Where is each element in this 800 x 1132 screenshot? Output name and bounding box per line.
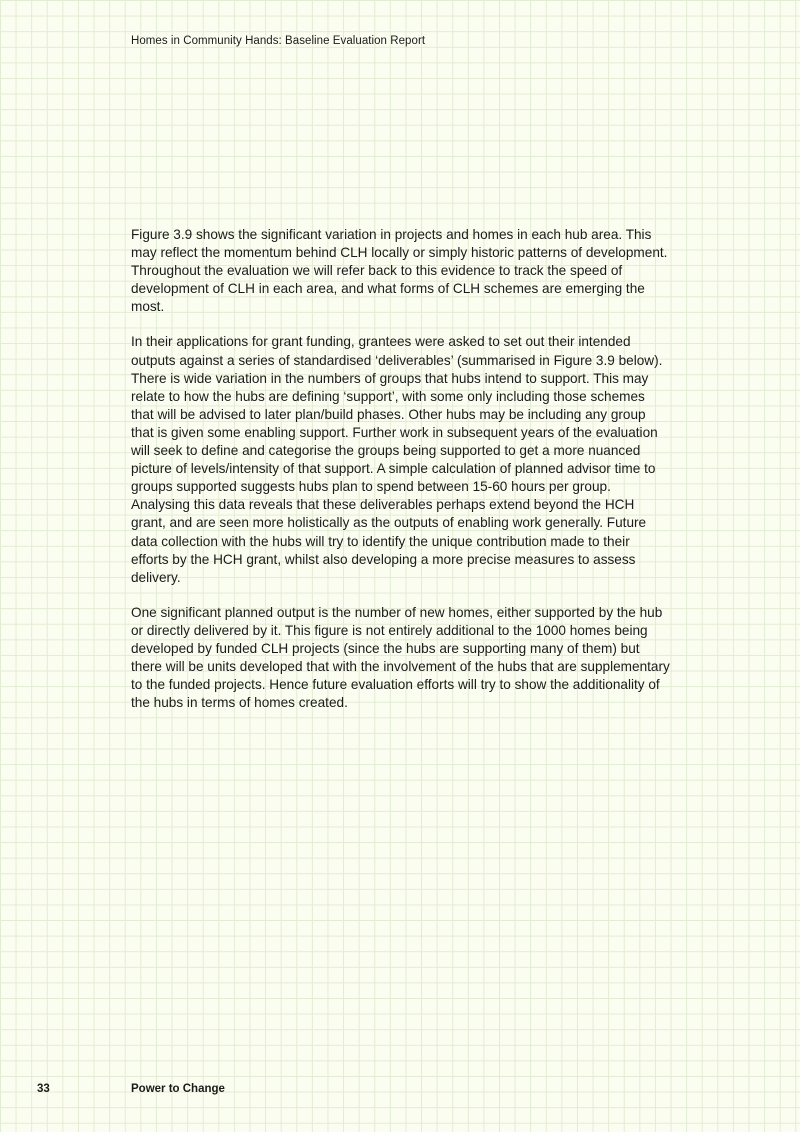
paragraph-grant-deliverables: In their applications for grant funding, grantees were asked to set out their intended outputs against a series of standardised ‘deliverables’ (summarised in Figure 3.9 below). There is wide variation in the numbers of groups that hubs intend to support. This may relate to how the hubs are defining ‘support’, with some only including those schemes that will be advised to later plan/build phases. Other hubs may be including any group that is given some enabling support. Further work in subsequent years of the evaluation will seek to define and categorise the groups being supported to get a more nuanced picture of levels/intensity of that support. A simple calculation of planned advisor time to groups supported suggests hubs plan to spend between 15-60 hours per group. Analysing this data reveals that these deliverables perhaps extend beyond the HCH grant, and are seen more holistically as the outputs of enabling work generally. Future data collection with the hubs will try to identify the unique contribution made to their efforts by the HCH grant, whilst also developing a more precise measures to assess delivery.	[131, 334, 663, 585]
running-header: Homes in Community Hands: Baseline Evaluation Report	[131, 35, 426, 47]
paragraph-new-homes-output: One significant planned output is the number of new homes, either supported by the hub or directly delivered by it. This figure is not entirely additional to the 1000 homes being developed by funded CLH projects (since the hubs are supporting many of them) but there will be units developed that with the involvement of the hubs that are supplementary to the funded projects. Hence future evaluation efforts will try to show the additionality of the hubs in terms of homes created.	[131, 604, 670, 711]
page-number: 33	[37, 1083, 50, 1095]
body-text	[131, 226, 671, 729]
paragraph-figure-variation: Figure 3.9 shows the significant variation in projects and homes in each hub area. This may reflect the momentum behind CLH locally or simply historic patterns of development. Throughout the evaluation we will refer back to this evidence to track the speed of development of CLH in each area, and what forms of CLH schemes are emerging the most.	[131, 227, 668, 315]
footer-brand: Power to Change	[131, 1083, 225, 1095]
